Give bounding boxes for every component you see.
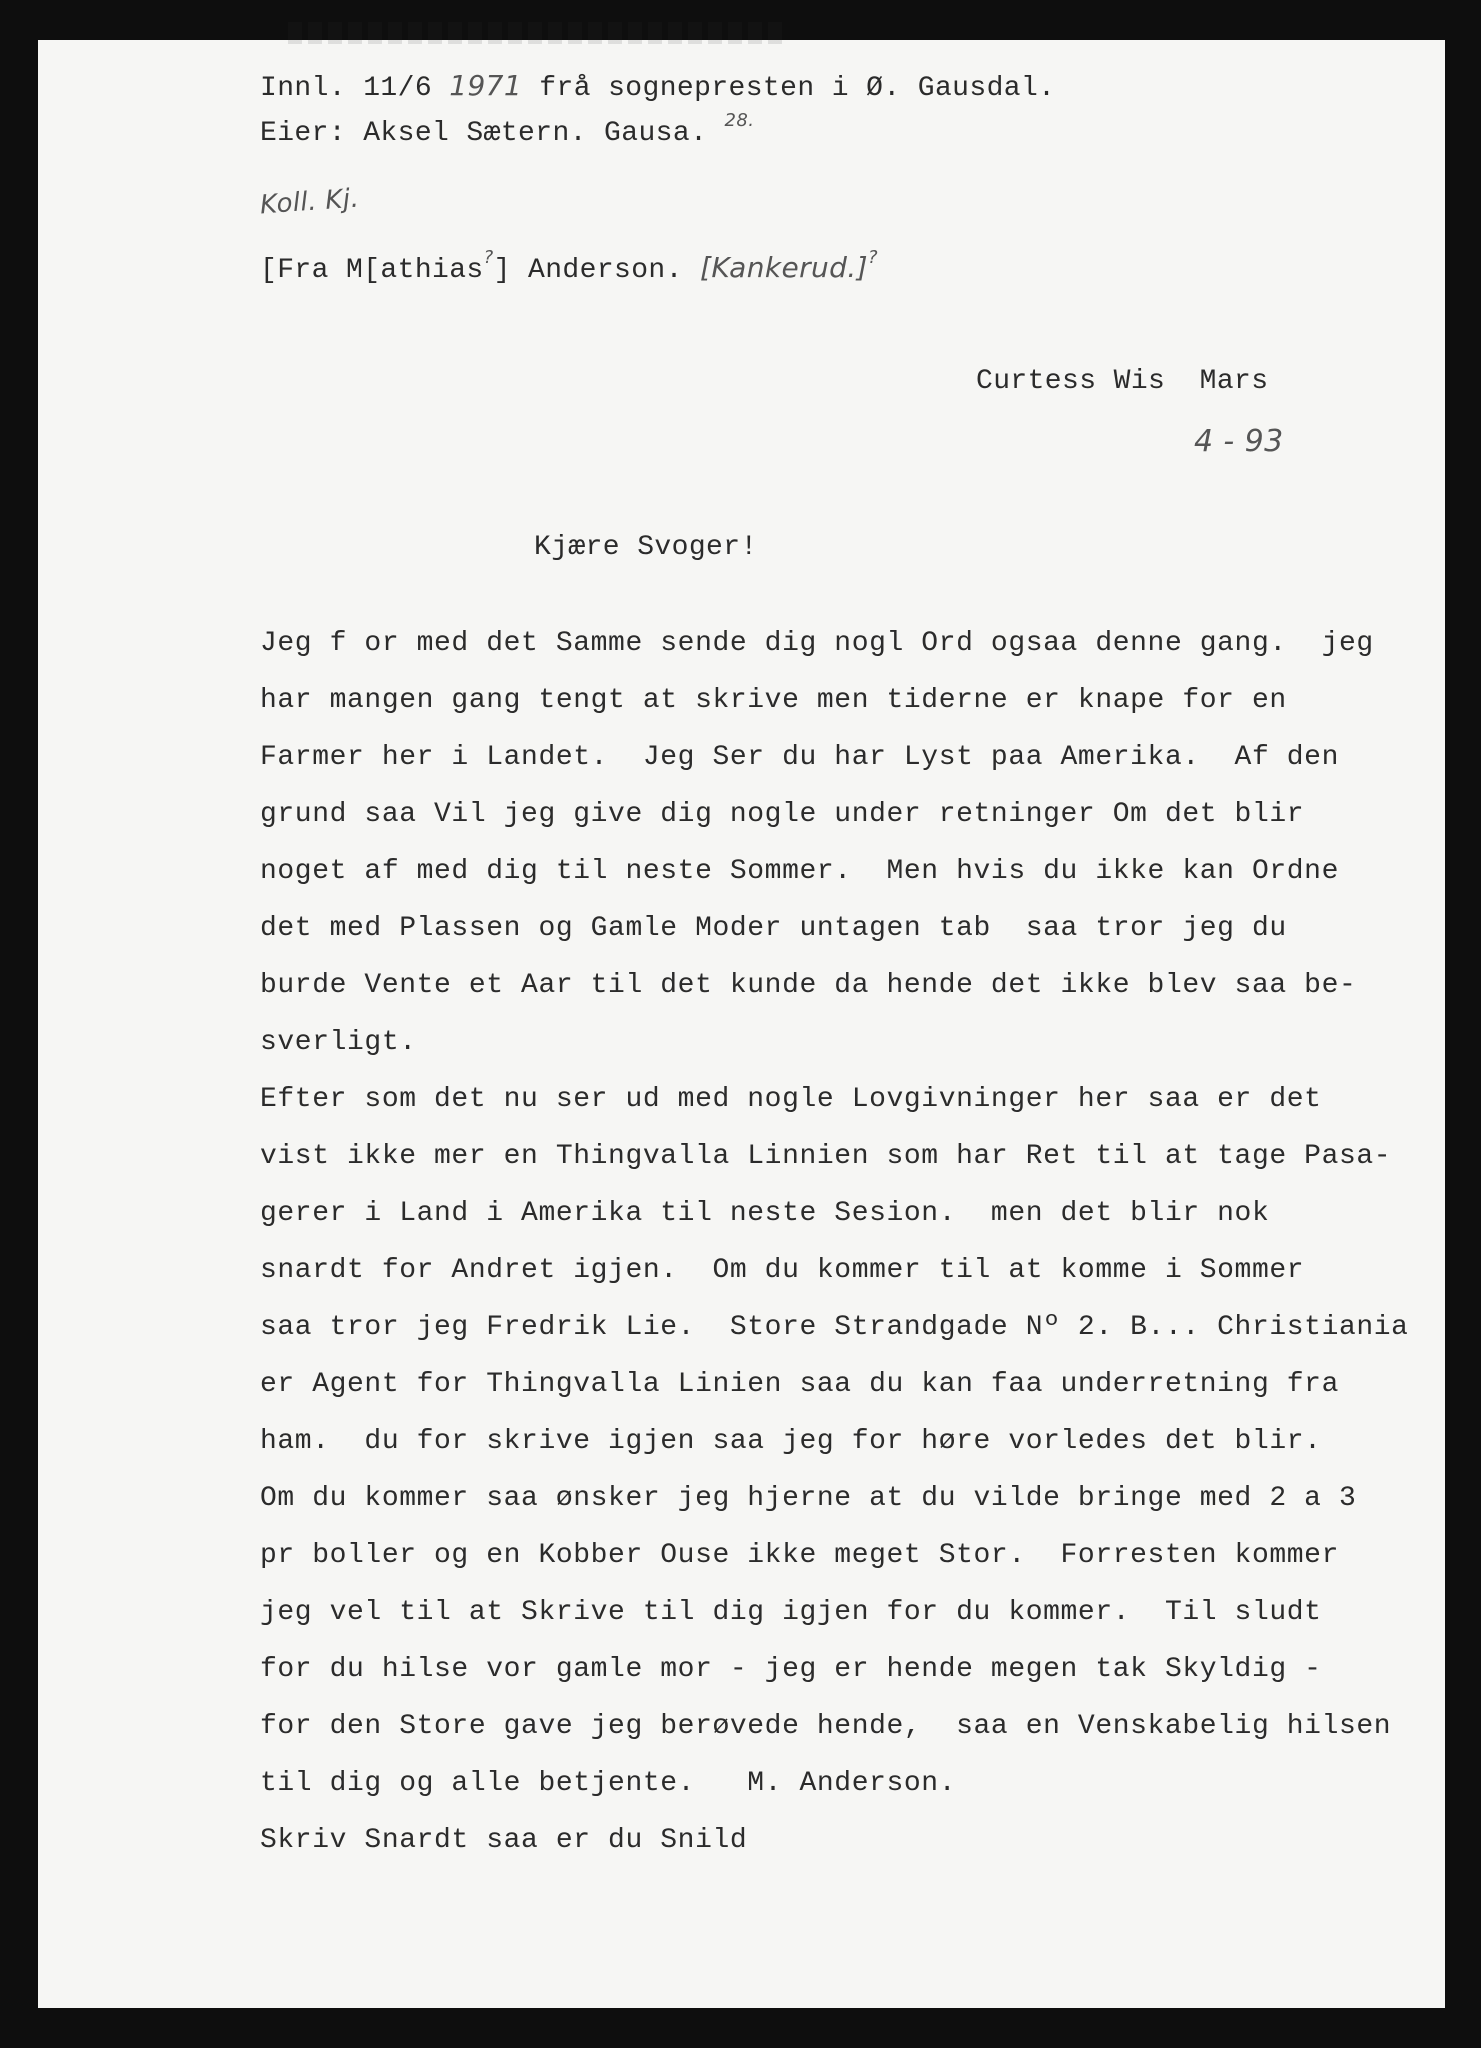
owner-text: Eier: Aksel Sætern. Gausa. bbox=[260, 118, 708, 149]
sender-close: ] Anderson. bbox=[493, 255, 683, 286]
sender-place-query: ? bbox=[867, 247, 878, 268]
body-line: har mangen gang tengt at skrive men tiderne er knape for en bbox=[260, 685, 1287, 716]
body-line: jeg vel til at Skrive til dig igjen for du kommer. Til sludt bbox=[260, 1597, 1322, 1628]
body-line: til dig og alle betjente. M. Anderson. bbox=[260, 1768, 957, 1799]
body-line: snardt for Andret igjen. Om du kommer til at komme i Sommer bbox=[260, 1255, 1305, 1286]
intake-rest: frå sognepresten i Ø. Gausdal. bbox=[522, 73, 1056, 104]
body-line: Skriv Snardt saa er du Snild bbox=[260, 1825, 748, 1856]
body-line: for den Store gave jeg berøvede hende, saa en Venskabelig hilsen bbox=[260, 1711, 1392, 1742]
body-line: Om du kommer saa ønsker jeg hjerne at du vilde bringe med 2 a 3 bbox=[260, 1483, 1357, 1514]
body-line: sverligt. bbox=[260, 1027, 417, 1058]
sender-query: ? bbox=[483, 247, 494, 268]
dateline-place: Curtess Wis Mars bbox=[976, 366, 1269, 397]
body-line: noget af med dig til neste Sommer. Men hvis du ikke kan Ordne bbox=[260, 856, 1339, 887]
sender-open: [Fra M[athias bbox=[260, 255, 484, 286]
owner-number: 28. bbox=[724, 110, 755, 131]
body-line: det med Plassen og Gamle Moder untagen tab saa tror jeg du bbox=[260, 913, 1287, 944]
body-line: ham. du for skrive igjen saa jeg for høre vorledes det blir. bbox=[260, 1426, 1322, 1457]
intake-line bbox=[260, 66, 1055, 109]
body-line: er Agent for Thingvalla Linien saa du kan faa underretning fra bbox=[260, 1369, 1339, 1400]
salutation: Kjære Svoger! bbox=[534, 532, 758, 563]
intake-year: 1971 bbox=[449, 69, 523, 102]
body-line: burde Vente et Aar til det kunde da hende det ikke blev saa be- bbox=[260, 970, 1357, 1001]
dateline-date: 4 - 93 bbox=[1194, 424, 1284, 459]
body-line: saa tror jeg Fredrik Lie. Store Strandgade Nº 2. B... Christiania bbox=[260, 1312, 1409, 1343]
sender-place: [Kankerud.] bbox=[700, 251, 868, 284]
bleed-through-text bbox=[288, 22, 788, 44]
body-line: Farmer her i Landet. Jeg Ser du har Lyst paa Amerika. Af den bbox=[260, 742, 1339, 773]
sender-line bbox=[260, 248, 878, 292]
body-line: for du hilse vor gamle mor - jeg er hende megen tak Skyldig - bbox=[260, 1654, 1322, 1685]
body-line: gerer i Land i Amerika til neste Sesion. men det blir nok bbox=[260, 1198, 1270, 1229]
handwritten-note: Koll. Kj. bbox=[259, 183, 361, 221]
body-line: vist ikke mer en Thingvalla Linnien som har Ret til at tage Pasa- bbox=[260, 1141, 1392, 1172]
body-line: pr boller og en Kobber Ouse ikke meget Stor. Forresten kommer bbox=[260, 1540, 1339, 1571]
body-line: Efter som det nu ser ud med nogle Lovgivninger her saa er det bbox=[260, 1084, 1322, 1115]
intake-prefix: Innl. 11/6 bbox=[260, 73, 450, 104]
owner-line bbox=[260, 110, 755, 155]
body-line: Jeg f or med det Samme sende dig nogl Ord ogsaa denne gang. jeg bbox=[260, 628, 1374, 659]
document-page bbox=[38, 40, 1445, 2008]
body-line: grund saa Vil jeg give dig nogle under retninger Om det blir bbox=[260, 799, 1305, 830]
